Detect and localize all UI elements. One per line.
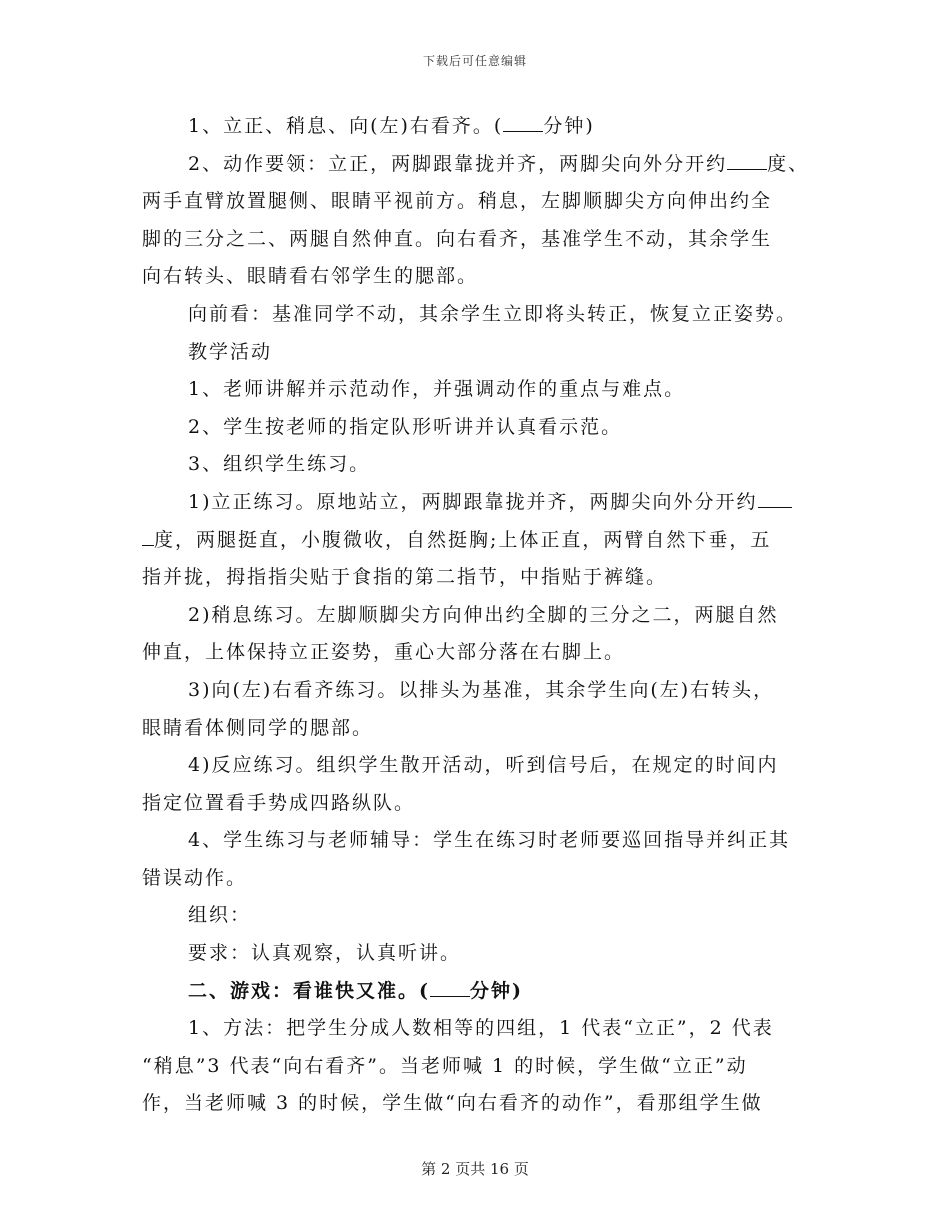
text-line: 1、方法：把学生分成人数相等的四组，1 代表“立正”，2 代表 bbox=[188, 1017, 774, 1040]
fill-blank bbox=[142, 529, 154, 546]
text-line: 3)向(左)右看齐练习。以排头为基准，其余学生向(左)右转头， bbox=[188, 678, 775, 701]
text-line: 向右转头、眼睛看右邻学生的腮部。 bbox=[142, 265, 479, 288]
fill-blank bbox=[758, 491, 792, 508]
text-line: 1、老师讲解并示范动作，并强调动作的重点与难点。 bbox=[188, 378, 686, 401]
section-heading-game bbox=[142, 973, 832, 1011]
text-line: 2、学生按老师的指定队形听讲并认真看示范。 bbox=[188, 415, 623, 438]
item-2-text: 2、动作要领：立正，两脚跟靠拢并齐，两脚尖向外分开约 bbox=[188, 152, 728, 175]
item-2-suffix: 度、 bbox=[767, 152, 810, 175]
fill-blank bbox=[430, 980, 470, 997]
page-header: 下载后可任意编辑 bbox=[422, 54, 527, 68]
text-line: 4)反应练习。组织学生散开活动，听到信号后，在规定的时间内 bbox=[188, 754, 779, 777]
document-body bbox=[142, 108, 832, 1123]
text-line: 脚的三分之二、两腿自然伸直。向右看齐，基准学生不动，其余学生 bbox=[142, 227, 773, 250]
text-line: 伸直，上体保持立正姿势，重心大部分落在右脚上。 bbox=[142, 641, 626, 664]
game-heading-suffix: 分钟) bbox=[470, 979, 523, 1002]
text-line bbox=[142, 484, 832, 522]
text-line: 眼睛看体侧同学的腮部。 bbox=[142, 716, 374, 739]
page-footer: 第 2 页共 16 页 bbox=[421, 1160, 529, 1178]
section-heading: 教学活动 bbox=[188, 340, 273, 363]
fill-blank bbox=[727, 153, 767, 170]
text-line: 3、组织学生练习。 bbox=[188, 453, 371, 476]
text-line: 错误动作。 bbox=[142, 866, 248, 889]
text-line: 要求：认真观察，认真听讲。 bbox=[188, 942, 462, 965]
text-line: 两手直臂放置腿侧、眼睛平视前方。稍息，左脚顺脚尖方向伸出约全 bbox=[142, 190, 773, 213]
practice-1-continued: 度，两腿挺直，小腹微收，自然挺胸;上体正直，两臂自然下垂，五 bbox=[154, 528, 772, 551]
text-line: 2)稍息练习。左脚顺脚尖方向伸出约全脚的三分之二，两腿自然 bbox=[188, 603, 779, 626]
fill-blank bbox=[503, 115, 543, 132]
text-line: 组织： bbox=[188, 904, 252, 927]
text-line: 向前看：基准同学不动，其余学生立即将头转正，恢复立正姿势。 bbox=[188, 302, 798, 325]
text-line: 指并拢，拇指指尖贴于食指的第二指节，中指贴于裤缝。 bbox=[142, 566, 668, 589]
item-1-text: 1、立正、稍息、向(左)右看齐。( bbox=[188, 115, 504, 137]
text-line bbox=[142, 522, 832, 560]
text-line: 作，当老师喊 3 的时候，学生做“向右看齐的动作”，看那组学生做 bbox=[142, 1092, 763, 1115]
text-line: “稍息”3 代表“向右看齐”。当老师喊 1 的时候，学生做“立正”动 bbox=[142, 1054, 748, 1077]
game-heading-text: 二、游戏：看谁快又准。( bbox=[188, 979, 430, 1002]
text-line bbox=[142, 146, 832, 184]
practice-1-text: 1)立正练习。原地站立，两脚跟靠拢并齐，两脚尖向外分开约 bbox=[188, 490, 758, 513]
item-1-suffix: 分钟) bbox=[543, 115, 595, 137]
text-line: 4、学生练习与老师辅导：学生在练习时老师要巡回指导并纠正其 bbox=[188, 829, 791, 852]
text-line bbox=[142, 108, 832, 146]
text-line: 指定位置看手势成四路纵队。 bbox=[142, 791, 416, 814]
